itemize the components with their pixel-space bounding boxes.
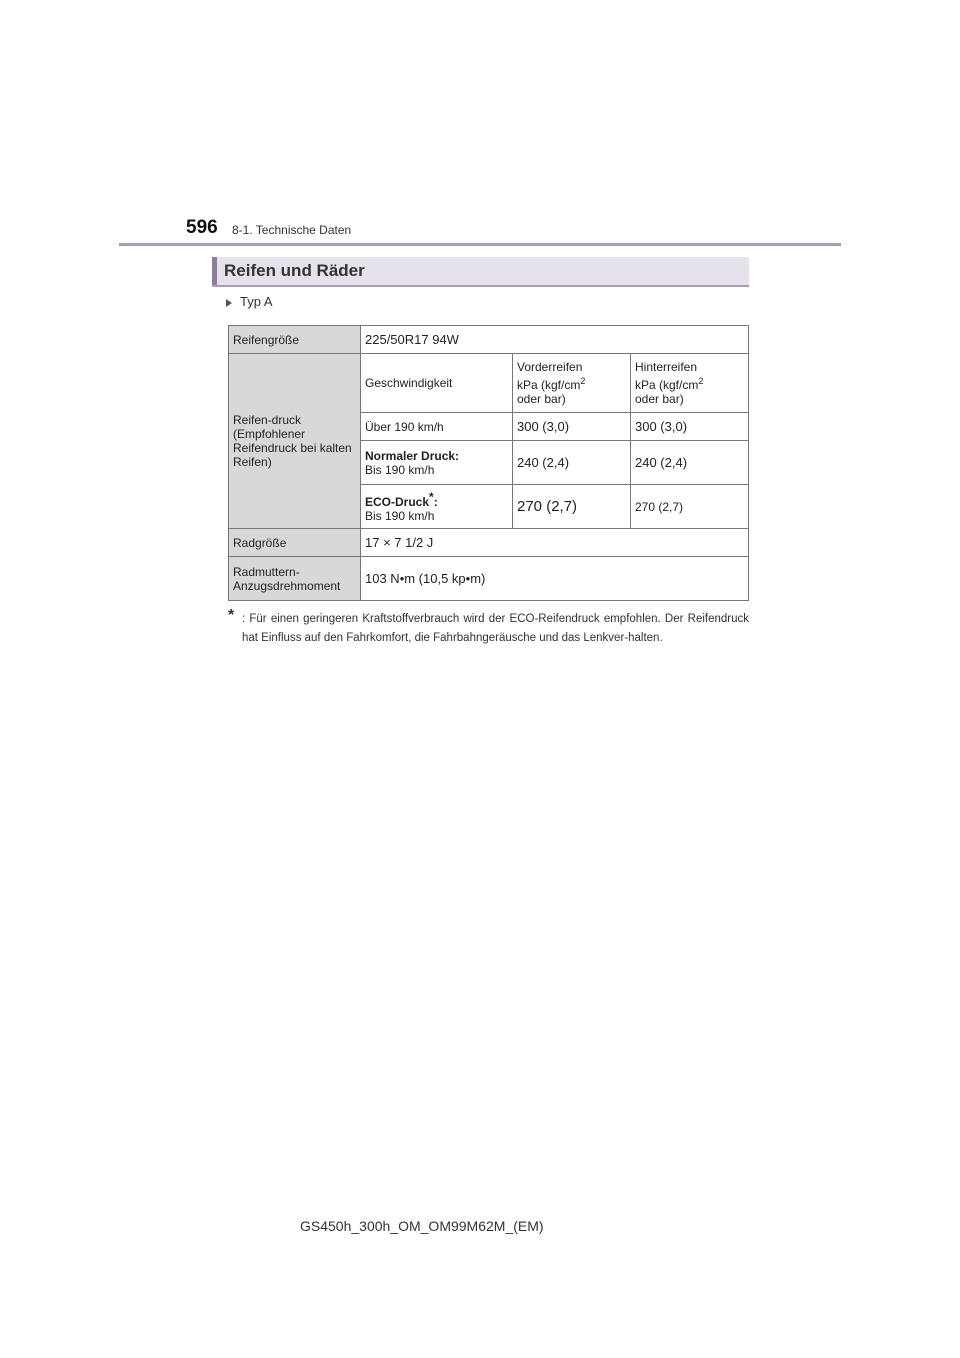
document-id: GS450h_300h_OM_OM99M62M_(EM) (300, 1218, 544, 1234)
torque-label-line2: Anzugsdrehmoment (233, 578, 341, 593)
variant-label (226, 294, 273, 309)
variant-text: Typ A (240, 294, 273, 309)
table-row (229, 557, 749, 601)
front-header-line2: kPa (kgf/cm (517, 378, 581, 392)
section-header (212, 257, 749, 287)
rear-pressure-cell: 300 (3,0) (631, 413, 749, 441)
speed-cell-text: Bis 190 km/h (365, 509, 435, 523)
torque-label (229, 557, 361, 601)
tire-size-label: Reifengröße (229, 326, 361, 354)
speed-cell-colon: : (433, 495, 438, 509)
rear-header-line1: Hinterreifen (635, 360, 698, 374)
pressure-label: Reifen-druck (Empfohlener Reifendruck bei kalten Reifen) (229, 354, 361, 529)
front-pressure-cell: 270 (2,7) (513, 485, 631, 529)
speed-cell-star: * (429, 490, 434, 504)
page-number: 596 (186, 217, 218, 238)
rear-pressure-cell: 270 (2,7) (631, 485, 749, 529)
speed-cell-text: Bis 190 km/h (365, 462, 435, 477)
speed-cell (361, 485, 513, 529)
wheel-size-value: 17 × 7 1/2 J (361, 529, 749, 557)
torque-label-line1: Radmuttern- (233, 564, 300, 579)
front-header-line1: Vorderreifen (517, 360, 583, 374)
front-header-line3: oder bar) (517, 392, 566, 406)
header-rule (119, 243, 841, 246)
speed-cell-bold: ECO-Druck (365, 495, 430, 509)
speed-cell (361, 441, 513, 485)
rear-pressure-cell: 240 (2,4) (631, 441, 749, 485)
footnote-marker: * (228, 607, 235, 624)
speed-cell: Über 190 km/h (361, 413, 513, 441)
footnote-text: : Für einen geringeren Kraftstoffverbrauch wird der ECO-Reifendruck empfohlen. Der Reifendruck hat Einfluss auf den Fahrkomfort, die Fahrbahngeräusche und das Lenkver-halten. (242, 613, 749, 644)
torque-value: 103 N•m (10,5 kp•m) (361, 557, 749, 601)
triangle-bullet-icon (226, 299, 232, 307)
wheel-size-label: Radgröße (229, 529, 361, 557)
chapter-title: 8-1. Technische Daten (232, 223, 352, 237)
front-pressure-cell: 240 (2,4) (513, 441, 631, 485)
tire-spec-table (228, 325, 749, 601)
speed-header: Geschwindigkeit (361, 354, 513, 413)
front-header (513, 354, 631, 413)
speed-cell-bold: Normaler Druck: (365, 448, 460, 463)
rear-header (631, 354, 749, 413)
section-title: Reifen und Räder (224, 261, 365, 280)
rear-header-sup: 2 (698, 376, 704, 386)
rear-header-line3: oder bar) (635, 392, 684, 406)
section-accent (212, 257, 217, 285)
front-header-sup: 2 (580, 376, 586, 386)
table-row (229, 529, 749, 557)
tire-size-value: 225/50R17 94W (361, 326, 749, 354)
table-row (229, 354, 749, 413)
footnote (228, 607, 749, 648)
table-row (229, 326, 749, 354)
front-pressure-cell: 300 (3,0) (513, 413, 631, 441)
rear-header-line2: kPa (kgf/cm (635, 378, 699, 392)
